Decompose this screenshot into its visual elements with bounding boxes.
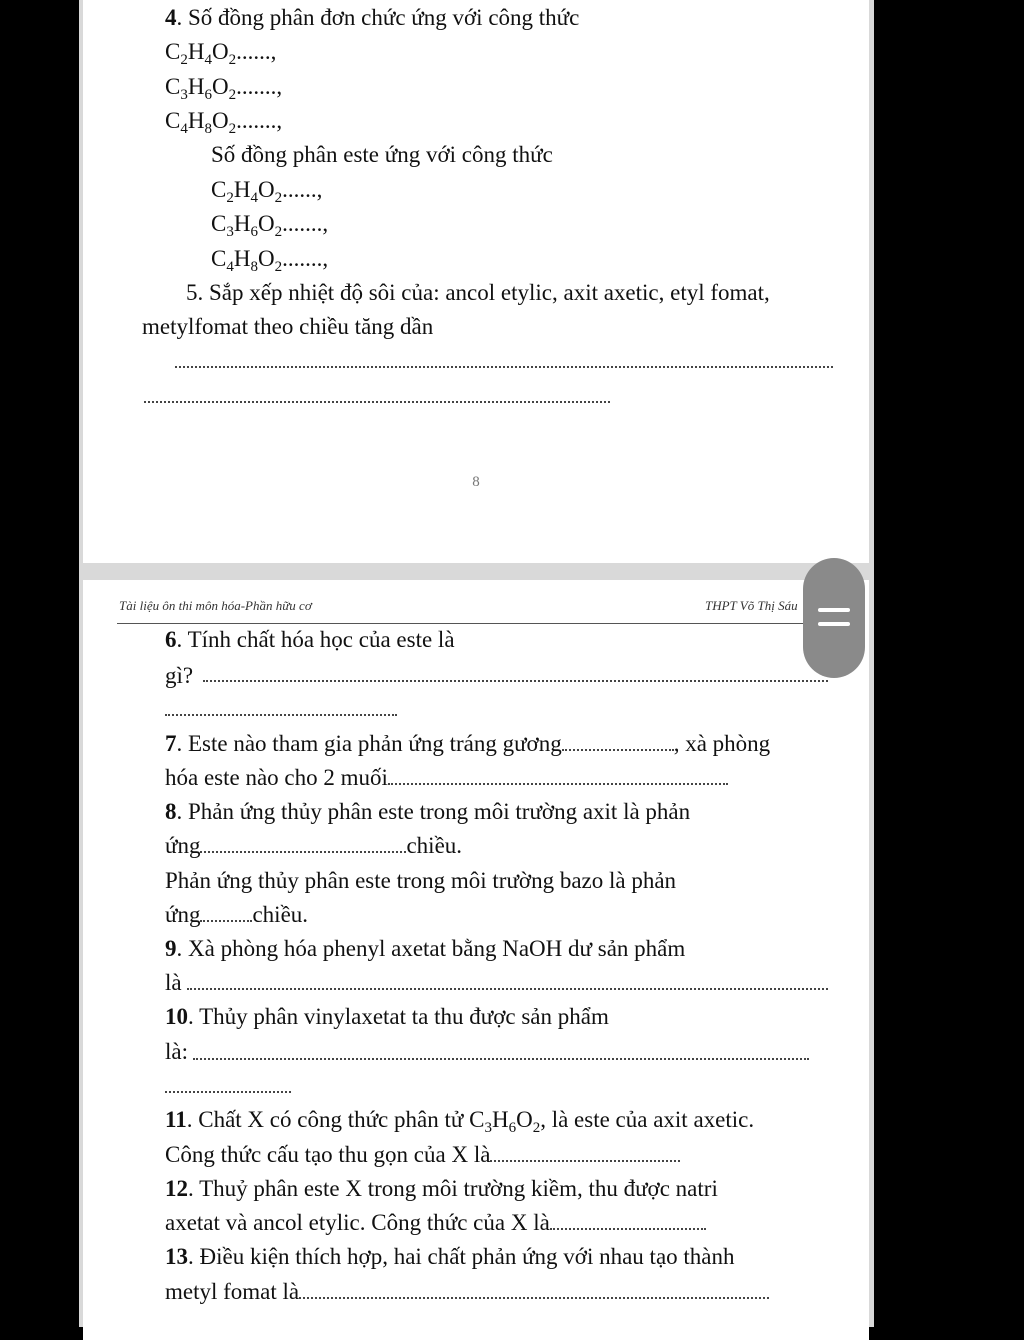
header-left-text: Tài liệu ôn thi môn hóa-Phần hữu cơ	[119, 598, 312, 613]
question-8-line-4: ứng chiều.	[165, 902, 309, 927]
scroll-handle[interactable]	[803, 558, 865, 678]
question-13-line-1: 13. Điều kiện thích hợp, hai chất phản ứng với nhau tạo thành	[165, 1244, 735, 1269]
answer-dotted-line	[193, 1058, 809, 1060]
formula-c4h8o2: $C_4H_8O_2$.......,	[165, 108, 283, 137]
question-10-line-2: là:	[165, 1039, 188, 1064]
question-7-line-2: hóa este nào cho 2 muối	[165, 764, 728, 792]
question-5-line-1: 5. Sắp xếp nhiệt độ sôi của: ancol etylic, axit axetic, etyl fomat,	[186, 280, 770, 305]
page-number: 8	[472, 474, 480, 490]
answer-dotted-line	[165, 714, 397, 716]
answer-dotted-line	[175, 366, 833, 368]
question-7-line-1: 7. Este nào tham gia phản ứng tráng gương , xà phòng	[165, 731, 771, 756]
question-6-line-2: gì?	[165, 663, 194, 688]
answer-dotted-line	[144, 401, 610, 403]
header-right-text: THPT Võ Thị Sáu	[705, 598, 798, 613]
document-page-8	[83, 0, 869, 563]
ester-isomer-title: Số đồng phân este ứng với công thức	[211, 142, 553, 167]
question-6-line-1: 6. Tính chất hóa học của este là	[165, 627, 455, 652]
formula-c3h6o2: $C_3H_6O_2$.......,	[165, 74, 283, 103]
formula-c2h4o2: $C_2H_4O_2$......,	[165, 39, 277, 68]
grip-line-icon	[818, 608, 850, 612]
question-9-line-2: là	[165, 970, 182, 995]
question-8-line-1: 8. Phản ứng thủy phân este trong môi trường axit là phản	[165, 799, 691, 824]
question-9-line-1: 9. Xà phòng hóa phenyl axetat bằng NaOH dư sản phẩm	[165, 936, 686, 961]
question-10-line-1: 10. Thủy phân vinylaxetat ta thu được sản phẩm	[165, 1004, 609, 1029]
ester-formula-c2h4o2: $C_2H_4O_2$......,	[211, 177, 323, 206]
header-rule	[117, 623, 829, 624]
question-11-line-1: 11. Chất X có công thức phân tử $C_3H_6O_2$, là este của axit axetic.	[165, 1107, 755, 1136]
question-12-line-2: axetat và ancol etylic. Công thức của X là	[165, 1209, 706, 1237]
question-12-line-1: 12. Thuỷ phân este X trong môi trường kiềm, thu được natri	[165, 1176, 718, 1201]
question-11-line-2: Công thức cấu tạo thu gọn của X là	[165, 1141, 680, 1169]
answer-dotted-line	[203, 680, 828, 682]
question-13-line-2: metyl fomat là	[165, 1278, 769, 1306]
question-5-line-2: metylfomat theo chiều tăng dần	[142, 314, 434, 339]
grip-line-icon	[818, 622, 850, 626]
answer-dotted-line	[187, 988, 828, 990]
answer-dotted-line	[165, 1091, 291, 1093]
question-8-line-3: Phản ứng thủy phân este trong môi trường bazo là phản	[165, 868, 677, 893]
document-page-9	[83, 580, 869, 1340]
ester-formula-c4h8o2: $C_4H_8O_2$.......,	[211, 246, 329, 275]
question-8-line-2: ứng chiều.	[165, 833, 463, 858]
question-4-title: 4. Số đồng phân đơn chức ứng với công thức	[165, 5, 580, 30]
ester-formula-c3h6o2: $C_3H_6O_2$.......,	[211, 211, 329, 240]
